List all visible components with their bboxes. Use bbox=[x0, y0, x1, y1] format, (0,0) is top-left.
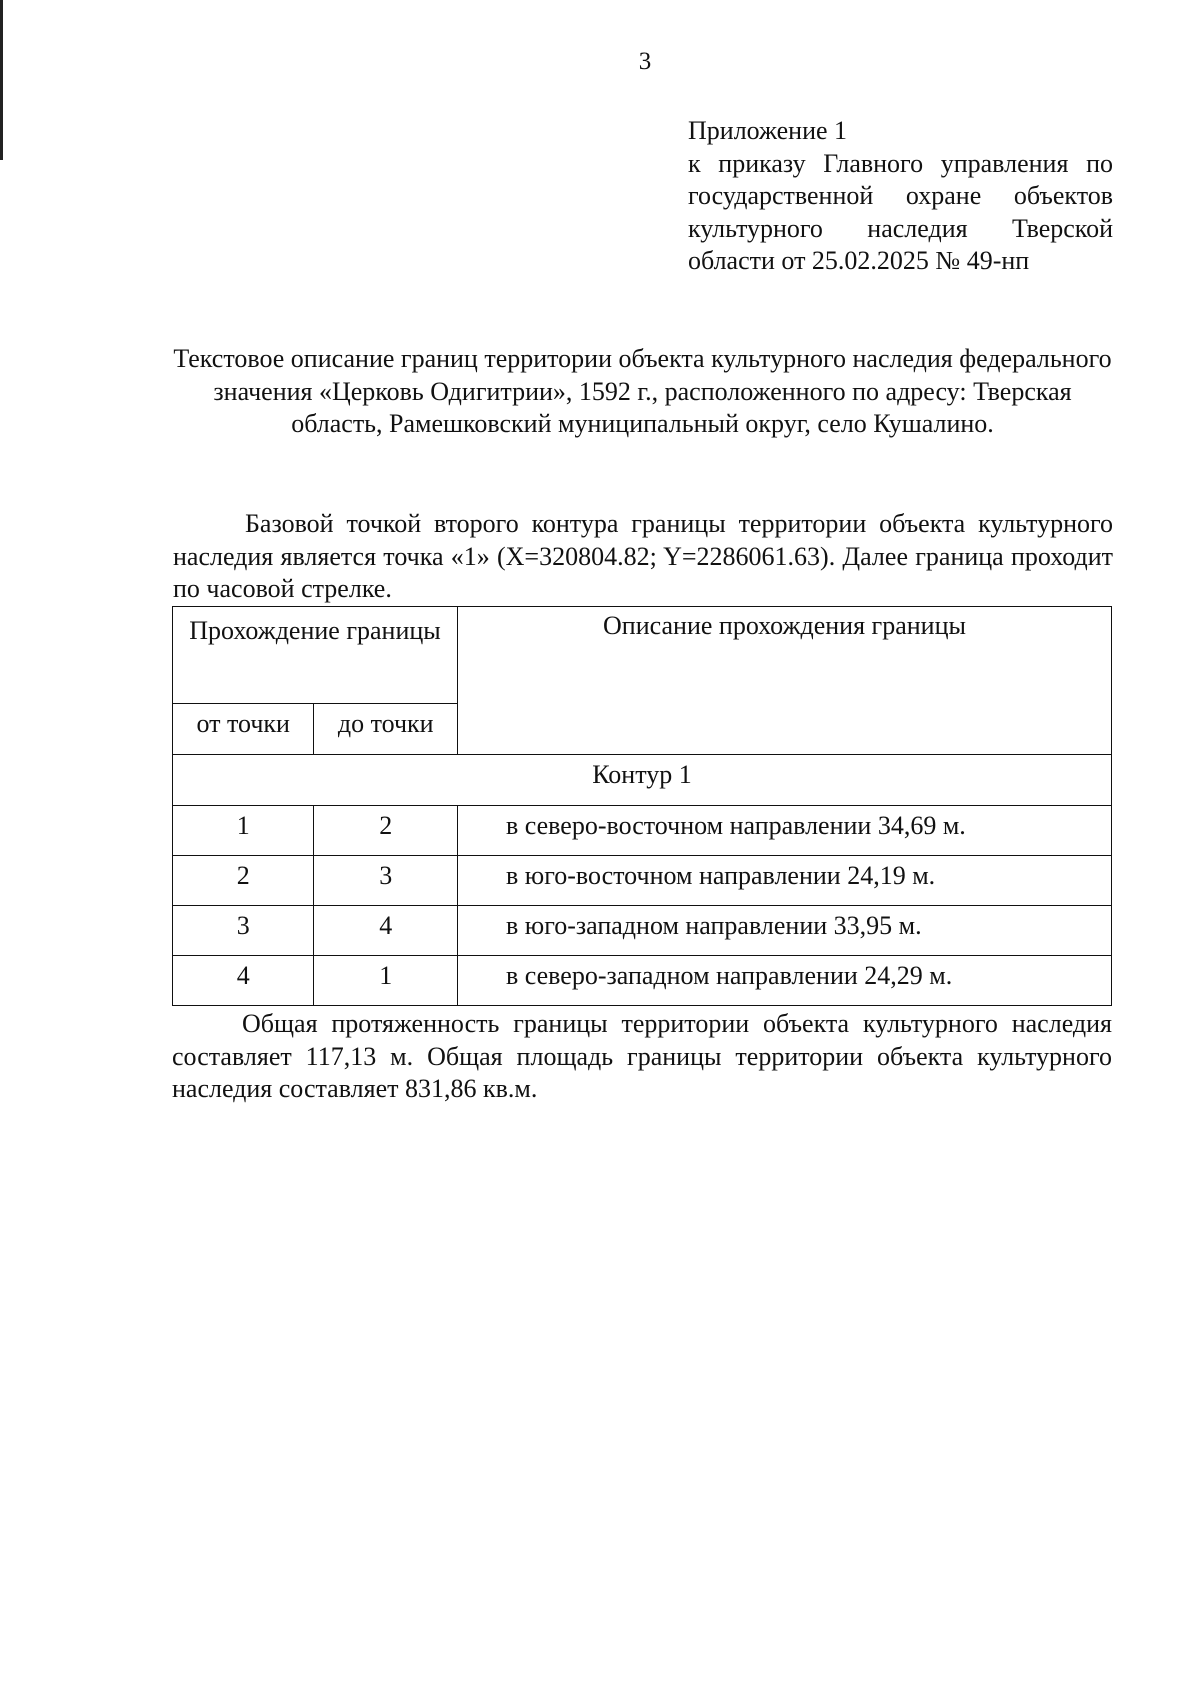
table-row bbox=[173, 956, 1112, 1006]
header-passage: Прохождение границы bbox=[173, 607, 458, 704]
appendix-line-5: области от 25.02.2025 № 49-нп bbox=[688, 246, 1030, 275]
header-from-point: от точки bbox=[173, 704, 314, 755]
appendix-reference bbox=[688, 115, 1113, 278]
table-row bbox=[173, 856, 1112, 906]
cell-description: в юго-восточном направлении 24,19 м. bbox=[458, 856, 1112, 906]
summary-paragraph: Общая протяженность границы территории объекта культурного наследия составляет 117,13 м. Общая площадь границы территории объекта культурного наследия составляет 831,86 кв.м. bbox=[172, 1009, 1112, 1103]
table-row bbox=[173, 906, 1112, 956]
boundary-table bbox=[172, 606, 1112, 1006]
contour-label: Контур 1 bbox=[173, 755, 1112, 806]
header-to-point: до точки bbox=[314, 704, 458, 755]
table-row bbox=[173, 806, 1112, 856]
cell-description: в северо-западном направлении 24,29 м. bbox=[458, 956, 1112, 1006]
document-title: Текстовое описание границ территории объекта культурного наследия федерального значения «Церковь Одигитрии», 1592 г., расположенного по адресу: Тверская область, Рамешковский муниципальный округ, село Кушалино. bbox=[173, 344, 1112, 438]
cell-to-point: 4 bbox=[314, 906, 458, 956]
appendix-line-4: культурного наследия Тверской bbox=[688, 213, 1113, 243]
cell-from-point: 1 bbox=[173, 806, 314, 856]
scan-edge-mark bbox=[0, 0, 3, 160]
header-description: Описание прохождения границы bbox=[458, 607, 1112, 755]
appendix-line-1: Приложение 1 bbox=[688, 116, 848, 145]
cell-from-point: 4 bbox=[173, 956, 314, 1006]
appendix-line-2: к приказу Главного управления по bbox=[688, 148, 1113, 178]
cell-from-point: 3 bbox=[173, 906, 314, 956]
contour-row bbox=[173, 755, 1112, 806]
cell-to-point: 3 bbox=[314, 856, 458, 906]
page-number: 3 bbox=[638, 48, 652, 75]
cell-description: в юго-западном направлении 33,95 м. bbox=[458, 906, 1112, 956]
cell-description: в северо-восточном направлении 34,69 м. bbox=[458, 806, 1112, 856]
cell-from-point: 2 bbox=[173, 856, 314, 906]
table-header-row bbox=[173, 607, 1112, 704]
cell-to-point: 1 bbox=[314, 956, 458, 1006]
intro-paragraph: Базовой точкой второго контура границы территории объекта культурного наследия является точка «1» (X=320804.82; Y=2286061.63). Далее граница проходит по часовой стрелке. bbox=[173, 509, 1113, 603]
appendix-line-3: государственной охране объектов bbox=[688, 181, 1113, 210]
cell-to-point: 2 bbox=[314, 806, 458, 856]
